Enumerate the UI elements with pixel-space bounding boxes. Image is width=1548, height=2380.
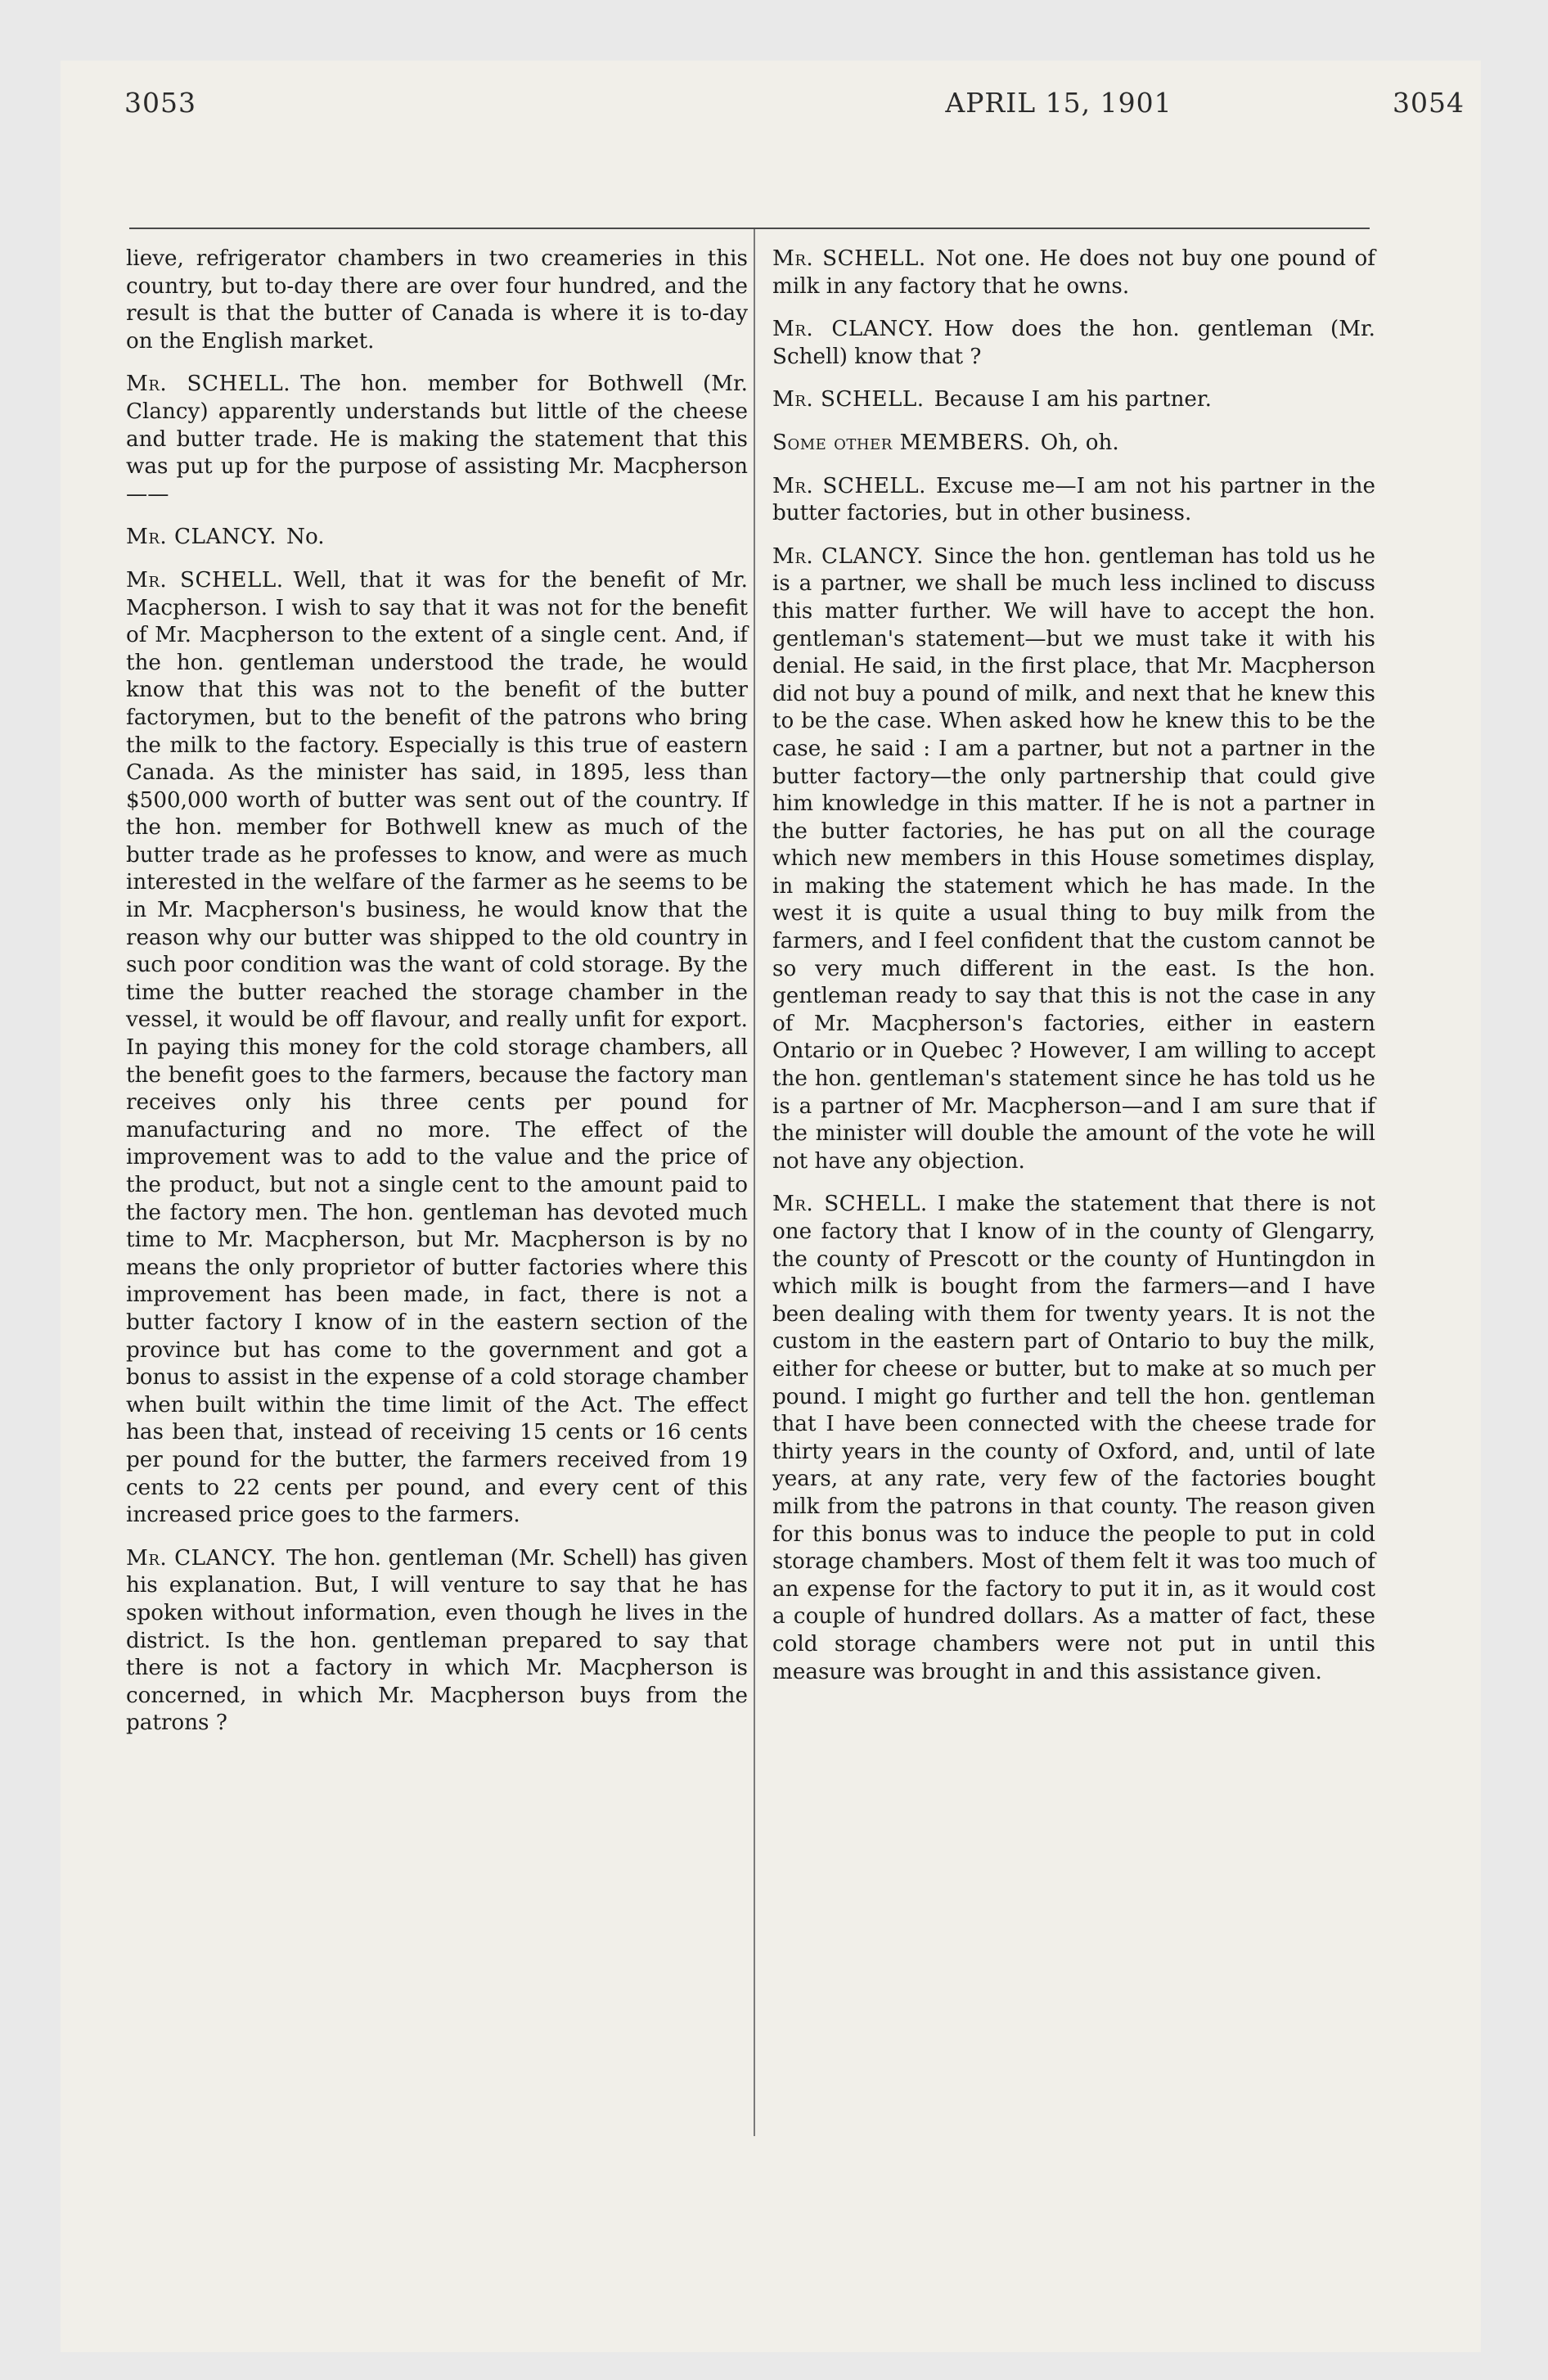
speaker-name: Mr. CLANCY. — [126, 1545, 277, 1571]
paragraph-text: I make the statement that there is not one factory that I know of in the county of Glengarry, the county of Prescott or the county of Huntingdon in which milk is bought from the farmers—and I have been dealing with them for twenty years. It is not the custom in the eastern part of Ontario to buy the milk, either for cheese or butter, but to make at so much per pound. I might go further and tell the hon. gentleman that I have been connected with the cheese trade for thirty years in the county of Oxford, and, until of late years, at any rate, very few of the factories bought milk from the patrons in that county. The reason given for this bonus was to induce the people to put in cold storage chambers. Most of them felt it was too much of an expense for the factory to put it in, as it would cost a couple of hundred dollars. As a matter of fact, these cold storage chambers were not put in until this measure was brought in and this assistance given. — [772, 1192, 1375, 1684]
paragraph — [772, 316, 1375, 371]
paragraph-text: Not one. He does not buy one pound of milk in any factory that he owns. — [772, 246, 1375, 299]
header-rule — [129, 228, 1370, 229]
speaker-name: Mr. CLANCY. — [772, 317, 934, 342]
paragraph-text: Well, that it was for the benefit of Mr. Macpherson. I wish to say that it was not for the benefit of Mr. Macpherson to the extent of a single cent. And, if the hon. gentleman understood the trade, he would know that this was not to the benefit of the butter factorymen, but to the benefit of the patrons who bring the milk to the factory. Especially is this true of eastern Canada. As the minister has said, in 1895, less than $500,000 worth of butter was sent out of the country. If the hon. member for Bothwell knew as much of the butter trade as he professes to know, and were as much interested in the welfare of the farmer as he seems to be in Mr. Macpherson's business, he would know that the reason why our butter was shipped to the old country in such poor condition was the want of cold storage. By the time the butter reached the storage chamber in the vessel, it would be off flavour, and really unfit for export. In paying this money for the cold storage chambers, all the benefit goes to the farmers, because the factory man receives only his three cents per pound for manufacturing and no more. The effect of the improvement was to add to the value and the price of the product, but not a single cent to the amount paid to the factory men. The hon. gentleman has devoted much time to Mr. Macpherson, but Mr. Macpherson is by no means the only proprietor of butter factories where this improvement has been made, in fact, there is not a butter factory I know of in the eastern section of the province but has come to the government and got a bonus to assist in the expense of a cold storage chamber when built within the time limit of the Act. The effect has been that, instead of receiving 15 cents or 16 cents per pound for the butter, the farmers received from 19 cents to 22 cents per pound, and every cent of this increased price goes to the farmers. — [126, 567, 748, 1528]
paragraph-text: The hon. member for Bothwell (Mr. Clancy) apparently understands but little of the cheese and butter trade. He is making the statement that this was put up for the purpose of assisting Mr. Macpherson—— — [126, 372, 748, 507]
paragraph — [772, 1191, 1375, 1686]
paragraph-text: Oh, oh. — [1040, 430, 1119, 455]
speaker-name: Mr. SCHELL. — [126, 567, 284, 593]
paragraph-text: The hon. gentleman (Mr. Schell) has given his explanation. But, I will venture to say that he has spoken without information, even though he lives in the district. Is the hon. gentleman prepared to say that there is not a factory in which Mr. Macpherson is concerned, in which Mr. Macpherson buys from the patrons ? — [126, 1545, 748, 1736]
paragraph — [772, 543, 1375, 1176]
page-number-left: 3053 — [124, 87, 196, 119]
paragraph-text: Because I am his partner. — [934, 387, 1212, 412]
paragraph — [772, 430, 1375, 458]
column-divider — [754, 229, 755, 2136]
paragraph-text: No. — [286, 525, 325, 550]
speaker-name: Mr. CLANCY. — [126, 525, 277, 550]
paragraph — [772, 246, 1375, 300]
paragraph-text: Excuse me—I am not his partner in the butter factories, but in other business. — [772, 473, 1375, 526]
paragraph-text: Since the hon. gentleman has told us he is a partner, we shall be much less inclined to discuss this matter further. We will have to accept the hon. gentleman's statement—but we must take it with his denial. He said, in the first place, that Mr. Macpherson did not buy a pound of milk, and next that he knew this to be the case. When asked how he knew this to be the case, he said : I am a partner, but not a partner in the butter factory—the only partnership that could give him knowledge in this matter. If he is not a partner in the butter factories, he has put on all the courage which new members in this House sometimes display, in making the statement which he has made. In the west it is quite a usual thing to buy milk from the farmers, and I feel confident that the custom cannot be so very much different in the east. Is the hon. gentleman ready to say that this is not the case in any of Mr. Macpherson's factories, either in eastern Ontario or in Quebec ? However, I am willing to accept the hon. gentleman's statement since he has told us he is a partner of Mr. Macpherson—and I am sure that if the minister will double the amount of the vote he will not have any objection. — [772, 543, 1375, 1174]
speaker-name: Mr. SCHELL. — [772, 1192, 928, 1217]
speaker-name: Mr. SCHELL. — [772, 473, 926, 498]
paragraph — [126, 567, 748, 1530]
paragraph — [126, 246, 748, 355]
paragraph-text: lieve, refrigerator chambers in two creameries in this country, but to-day there are over four hundred, and the result is that the butter of Canada is where it is to-day on the English market. — [126, 246, 748, 354]
speaker-name: Mr. CLANCY. — [772, 543, 925, 569]
page-date-heading: APRIL 15, 1901 — [945, 87, 1172, 119]
page-number-right: 3054 — [1393, 87, 1465, 119]
paragraph — [772, 386, 1375, 414]
paragraph — [772, 473, 1375, 528]
paragraph — [126, 524, 748, 552]
right-column — [772, 246, 1375, 1702]
left-column — [126, 246, 748, 1753]
speaker-name: Mr. SCHELL. — [126, 372, 291, 397]
paragraph — [126, 1545, 748, 1738]
speaker-name: Mr. SCHELL. — [772, 387, 925, 412]
speaker-name: Mr. SCHELL. — [772, 246, 926, 271]
speaker-name: Some other MEMBERS. — [772, 430, 1031, 455]
paragraph-text: How does the hon. gentleman (Mr. Schell) know that ? — [772, 317, 1375, 369]
paragraph — [126, 371, 748, 508]
